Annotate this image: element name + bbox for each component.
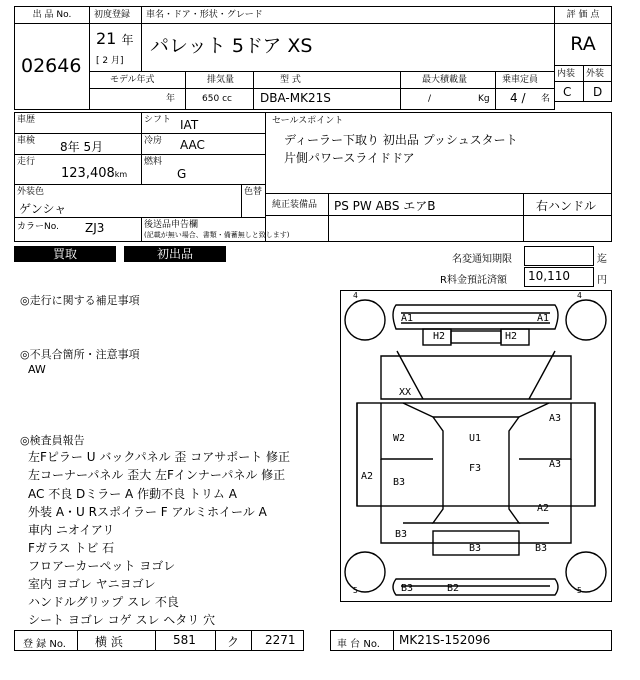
damage-code: B2 <box>447 583 460 594</box>
model-label: 型 式 <box>280 75 301 85</box>
color-value: ゲンシャ <box>19 202 67 216</box>
recycle-unit: 円 <box>597 275 607 286</box>
handle-value: 右ハンドル <box>536 199 597 213</box>
capacity-value: 4 / <box>510 91 526 105</box>
later-note: (記載が無い場合、書類・備蓄無しと致します) <box>144 231 290 239</box>
spec-box <box>89 71 555 110</box>
color-label: 外装色 <box>17 187 45 197</box>
name-label: 車名・ドア・形状・グレード <box>146 10 263 20</box>
first-reg-label: 初度登録 <box>94 10 131 20</box>
capacity-label: 乗車定員 <box>502 75 539 85</box>
damage-code: H2 <box>433 331 446 342</box>
report-line: 車内 ニオイアリ <box>28 523 115 537</box>
report-line: 左Fピラー U バックパネル 歪 コアサポート 修正 <box>28 450 291 464</box>
damage-code: H2 <box>505 331 518 342</box>
damage-code: A1 <box>401 313 414 324</box>
score-label: 評 価 点 <box>566 10 600 20</box>
chassis-number: MK21S-152096 <box>399 633 491 647</box>
damage-code: W2 <box>393 433 406 444</box>
damage-code: U1 <box>469 433 482 444</box>
damage-code: A3 <box>549 413 562 424</box>
later-label: 後送品申告欄 <box>144 220 199 230</box>
sales-box <box>265 112 612 194</box>
load-label: 最大積載量 <box>422 75 468 85</box>
defect-value: AW <box>28 363 46 376</box>
defect-label: ◎不具合箇所・注意事項 <box>20 348 140 361</box>
blank-box <box>265 215 612 242</box>
damage-code: F3 <box>469 463 482 474</box>
lot-number: 02646 <box>21 55 82 77</box>
inspection-value: 8年 5月 <box>60 140 104 154</box>
score-value: RA <box>570 33 596 55</box>
damage-code: B3 <box>535 543 548 554</box>
registration-kana: ク <box>227 635 240 649</box>
registration-label: 登 録 No. <box>23 639 66 650</box>
fuel-value: G <box>177 167 187 181</box>
registration-place: 横 浜 <box>95 635 123 649</box>
recycle-value: 10,110 <box>528 269 570 283</box>
mileage-value: 123,408km <box>61 166 128 181</box>
equipment-value: PS PW ABS エアB <box>334 199 436 213</box>
name-change-unit: 迄 <box>597 254 607 265</box>
chassis-label: 車 台 No. <box>337 639 380 650</box>
report-line: フロアーカーペット ヨゴレ <box>28 559 176 573</box>
registration-class: 581 <box>173 633 196 647</box>
interior-label: 内装 <box>557 69 576 79</box>
displacement-value: 650 cc <box>202 94 232 104</box>
tyre-tl-tread: 4 <box>353 291 358 300</box>
repaint-label: 色替 <box>244 187 263 197</box>
model-value: DBA-MK21S <box>260 91 331 105</box>
shift-value: IAT <box>180 118 199 132</box>
model-year-unit: 年 <box>166 94 176 104</box>
exterior-label: 外装 <box>586 69 605 79</box>
chassis-box <box>330 630 612 651</box>
registration-box <box>14 630 304 651</box>
load-unit: Kg <box>478 94 490 104</box>
load-slash: / <box>428 94 432 104</box>
tyre-br-tread: 5 <box>577 586 582 595</box>
name-change-box <box>524 246 594 266</box>
damage-code: A2 <box>537 503 550 514</box>
first-reg-year: 21 年 <box>96 29 134 48</box>
sales-line-1: ディーラー下取り 初出品 プッシュスタート <box>284 133 518 147</box>
mileage-label: 走行 <box>17 157 36 167</box>
recycle-label: R料金預託済額 <box>440 275 507 286</box>
report-line: 外装 A・U Rスポイラー F アルミホイール A <box>28 505 267 519</box>
lot-label: 出 品 No. <box>32 10 72 20</box>
first-listing-tag: 初出品 <box>124 246 226 262</box>
equipment-label: 純正装備品 <box>272 200 318 210</box>
score-box <box>554 6 612 102</box>
damage-code: A3 <box>549 459 562 470</box>
displacement-label: 排気量 <box>207 75 235 85</box>
color-no-value: ZJ3 <box>85 221 105 235</box>
equipment-box <box>265 193 612 216</box>
buyback-tag: 買取 <box>14 246 116 262</box>
report-line: AC 不良 Dミラー A 作動不良 トリム A <box>28 487 237 501</box>
damage-code: B3 <box>469 543 482 554</box>
lot-box <box>14 6 90 110</box>
run-remarks-label: ◎走行に関する補足事項 <box>20 294 140 307</box>
damage-code: XX <box>399 387 412 398</box>
sales-label: セールスポイント <box>272 116 344 126</box>
name-box <box>89 6 555 72</box>
color-no-label: カラーNo. <box>17 222 59 232</box>
exterior-score: D <box>593 85 603 99</box>
sales-line-2: 片側パワースライドドア <box>284 151 415 165</box>
capacity-unit: 名 <box>541 94 551 104</box>
report-line: ハンドルグリップ スレ 不良 <box>28 595 179 609</box>
report-line: 左コーナーパネル 歪大 左Fインナーパネル 修正 <box>28 468 286 482</box>
damage-code: A2 <box>361 471 374 482</box>
shift-label: シフト <box>144 115 172 125</box>
damage-code: B3 <box>395 529 408 540</box>
ac-label: 冷房 <box>144 136 163 146</box>
report-line: シート ヨゴレ コゲ スレ ヘタリ 穴 <box>28 613 216 627</box>
first-reg-month: [ 2 月] <box>96 56 124 66</box>
interior-score: C <box>563 85 572 99</box>
car-name: パレット 5ドア XS <box>150 35 313 57</box>
car-outline <box>341 291 611 601</box>
tyre-bl-tread: 5 <box>353 586 358 595</box>
damage-code: B3 <box>401 583 414 594</box>
details-box <box>14 112 290 242</box>
fuel-label: 燃料 <box>144 157 163 167</box>
ac-value: AAC <box>180 138 205 152</box>
report-line: 室内 ヨゴレ ヤニヨゴレ <box>28 577 156 591</box>
tyre-tr-tread: 4 <box>577 291 582 300</box>
inspection-label: 車検 <box>17 136 36 146</box>
damage-code: A1 <box>537 313 550 324</box>
inspector-label: ◎検査員報告 <box>20 434 85 447</box>
model-year-label: モデル年式 <box>110 75 155 85</box>
damage-code: B3 <box>393 477 406 488</box>
history-label: 車歴 <box>17 115 36 125</box>
report-line: Fガラス トビ 石 <box>28 541 115 555</box>
name-change-label: 名変通知期限 <box>452 254 512 265</box>
registration-number: 2271 <box>265 633 296 647</box>
car-diagram <box>340 290 612 602</box>
